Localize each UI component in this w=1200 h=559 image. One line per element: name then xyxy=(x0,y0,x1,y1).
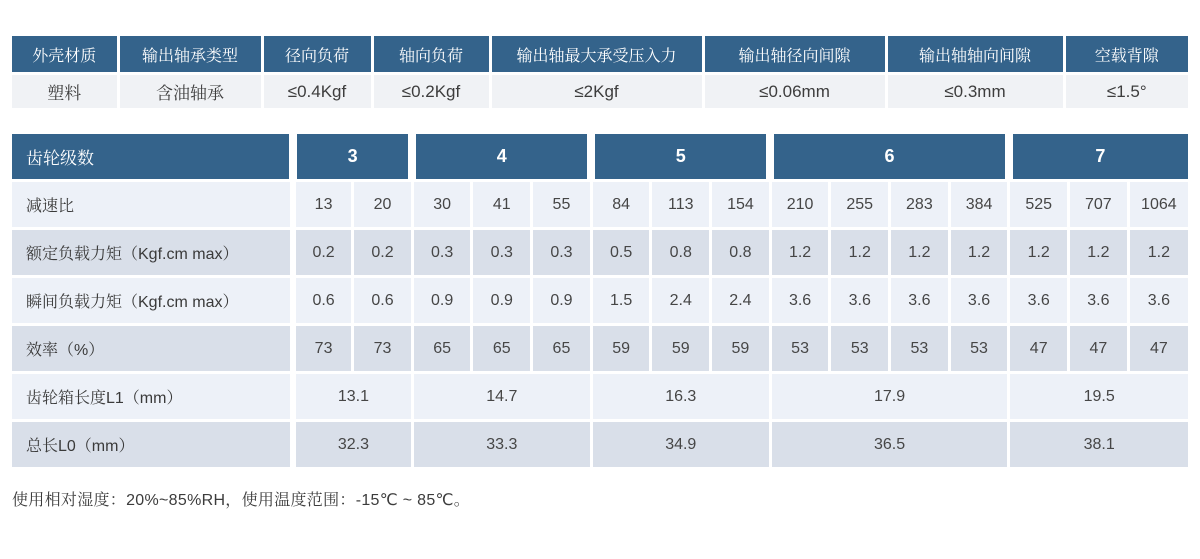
gear-stage-header: 5 xyxy=(591,134,770,181)
value-cell: 3.6 xyxy=(890,277,950,325)
value-cell: 1.2 xyxy=(1009,229,1069,277)
spec-header-cell: 轴向负荷 xyxy=(372,36,490,74)
value-cell: 65 xyxy=(412,325,472,373)
value-cell: 1.2 xyxy=(949,229,1009,277)
value-cell: 0.3 xyxy=(472,229,532,277)
value-cell: 47 xyxy=(1128,325,1188,373)
gear-merged-row xyxy=(12,421,1188,468)
row-label: 减速比 xyxy=(12,181,293,229)
value-cell: 1.2 xyxy=(1069,229,1129,277)
value-cell: 525 xyxy=(1009,181,1069,229)
spec-value-cell: ≤0.3mm xyxy=(886,74,1064,109)
value-cell: 41 xyxy=(472,181,532,229)
value-cell: 47 xyxy=(1009,325,1069,373)
value-cell: 3.6 xyxy=(770,277,830,325)
value-cell: 0.6 xyxy=(293,277,353,325)
value-cell: 113 xyxy=(651,181,711,229)
merged-value-cell: 38.1 xyxy=(1009,421,1188,468)
merged-value-cell: 16.3 xyxy=(591,373,770,421)
value-cell: 1.2 xyxy=(890,229,950,277)
merged-value-cell: 33.3 xyxy=(412,421,591,468)
value-cell: 384 xyxy=(949,181,1009,229)
value-cell: 0.6 xyxy=(353,277,413,325)
spec-value-cell: 含油轴承 xyxy=(118,74,262,109)
gear-data-row xyxy=(12,229,1188,277)
spec-value-cell: ≤0.2Kgf xyxy=(372,74,490,109)
gear-stage-header: 6 xyxy=(770,134,1009,181)
spec-header-cell: 外壳材质 xyxy=(12,36,118,74)
value-cell: 0.9 xyxy=(472,277,532,325)
value-cell: 1.5 xyxy=(591,277,651,325)
merged-value-cell: 13.1 xyxy=(293,373,412,421)
value-cell: 1.2 xyxy=(830,229,890,277)
value-cell: 1064 xyxy=(1128,181,1188,229)
merged-value-cell: 14.7 xyxy=(412,373,591,421)
value-cell: 210 xyxy=(770,181,830,229)
merged-value-cell: 32.3 xyxy=(293,421,412,468)
housing-spec-table xyxy=(12,36,1188,108)
spec-header-cell: 输出轴轴向间隙 xyxy=(886,36,1064,74)
gear-merged-row xyxy=(12,373,1188,421)
spec-header-cell: 输出轴最大承受压入力 xyxy=(490,36,703,74)
row-label: 齿轮箱长度L1（mm） xyxy=(12,373,293,421)
value-cell: 0.8 xyxy=(651,229,711,277)
value-cell: 0.3 xyxy=(412,229,472,277)
value-cell: 2.4 xyxy=(711,277,771,325)
spec-value-row xyxy=(12,74,1188,109)
value-cell: 59 xyxy=(651,325,711,373)
value-cell: 2.4 xyxy=(651,277,711,325)
value-cell: 65 xyxy=(532,325,592,373)
value-cell: 53 xyxy=(949,325,1009,373)
value-cell: 47 xyxy=(1069,325,1129,373)
row-label: 效率（%） xyxy=(12,325,293,373)
gear-stage-header: 3 xyxy=(293,134,412,181)
value-cell: 283 xyxy=(890,181,950,229)
value-cell: 0.2 xyxy=(293,229,353,277)
value-cell: 255 xyxy=(830,181,890,229)
merged-value-cell: 34.9 xyxy=(591,421,770,468)
value-cell: 707 xyxy=(1069,181,1129,229)
spec-header-cell: 输出轴承类型 xyxy=(118,36,262,74)
gear-stage-table xyxy=(12,134,1188,467)
value-cell: 0.5 xyxy=(591,229,651,277)
value-cell: 53 xyxy=(890,325,950,373)
gear-data-row xyxy=(12,181,1188,229)
value-cell: 1.2 xyxy=(770,229,830,277)
value-cell: 65 xyxy=(472,325,532,373)
gear-stage-header-row xyxy=(12,134,1188,181)
gear-stages-corner-label: 齿轮级数 xyxy=(12,134,293,181)
value-cell: 20 xyxy=(353,181,413,229)
merged-value-cell: 36.5 xyxy=(770,421,1009,468)
value-cell: 55 xyxy=(532,181,592,229)
spec-header-cell: 径向负荷 xyxy=(262,36,372,74)
value-cell: 13 xyxy=(293,181,353,229)
gear-stage-header: 4 xyxy=(412,134,591,181)
merged-value-cell: 19.5 xyxy=(1009,373,1188,421)
value-cell: 84 xyxy=(591,181,651,229)
spec-value-cell: ≤2Kgf xyxy=(490,74,703,109)
row-label: 总长L0（mm） xyxy=(12,421,293,468)
spec-header-cell: 空载背隙 xyxy=(1064,36,1188,74)
value-cell: 0.9 xyxy=(532,277,592,325)
value-cell: 53 xyxy=(830,325,890,373)
value-cell: 0.9 xyxy=(412,277,472,325)
value-cell: 53 xyxy=(770,325,830,373)
value-cell: 73 xyxy=(293,325,353,373)
gear-stage-header: 7 xyxy=(1009,134,1188,181)
value-cell: 3.6 xyxy=(1069,277,1129,325)
value-cell: 3.6 xyxy=(830,277,890,325)
value-cell: 0.8 xyxy=(711,229,771,277)
value-cell: 73 xyxy=(353,325,413,373)
row-label: 瞬间负载力矩（Kgf.cm max） xyxy=(12,277,293,325)
value-cell: 59 xyxy=(591,325,651,373)
spec-value-cell: ≤0.4Kgf xyxy=(262,74,372,109)
value-cell: 59 xyxy=(711,325,771,373)
value-cell: 0.2 xyxy=(353,229,413,277)
value-cell: 3.6 xyxy=(1128,277,1188,325)
value-cell: 30 xyxy=(412,181,472,229)
gear-data-row xyxy=(12,325,1188,373)
value-cell: 3.6 xyxy=(949,277,1009,325)
spec-header-cell: 输出轴径向间隙 xyxy=(703,36,886,74)
value-cell: 3.6 xyxy=(1009,277,1069,325)
row-label: 额定负载力矩（Kgf.cm max） xyxy=(12,229,293,277)
merged-value-cell: 17.9 xyxy=(770,373,1009,421)
gear-data-row xyxy=(12,277,1188,325)
spec-header-row xyxy=(12,36,1188,74)
spec-value-cell: ≤1.5° xyxy=(1064,74,1188,109)
value-cell: 0.3 xyxy=(532,229,592,277)
spec-value-cell: 塑料 xyxy=(12,74,118,109)
spec-value-cell: ≤0.06mm xyxy=(703,74,886,109)
value-cell: 154 xyxy=(711,181,771,229)
value-cell: 1.2 xyxy=(1128,229,1188,277)
usage-conditions-note: 使用相对湿度：20%~85%RH，使用温度范围：-15℃ ~ 85℃。 xyxy=(12,492,471,509)
